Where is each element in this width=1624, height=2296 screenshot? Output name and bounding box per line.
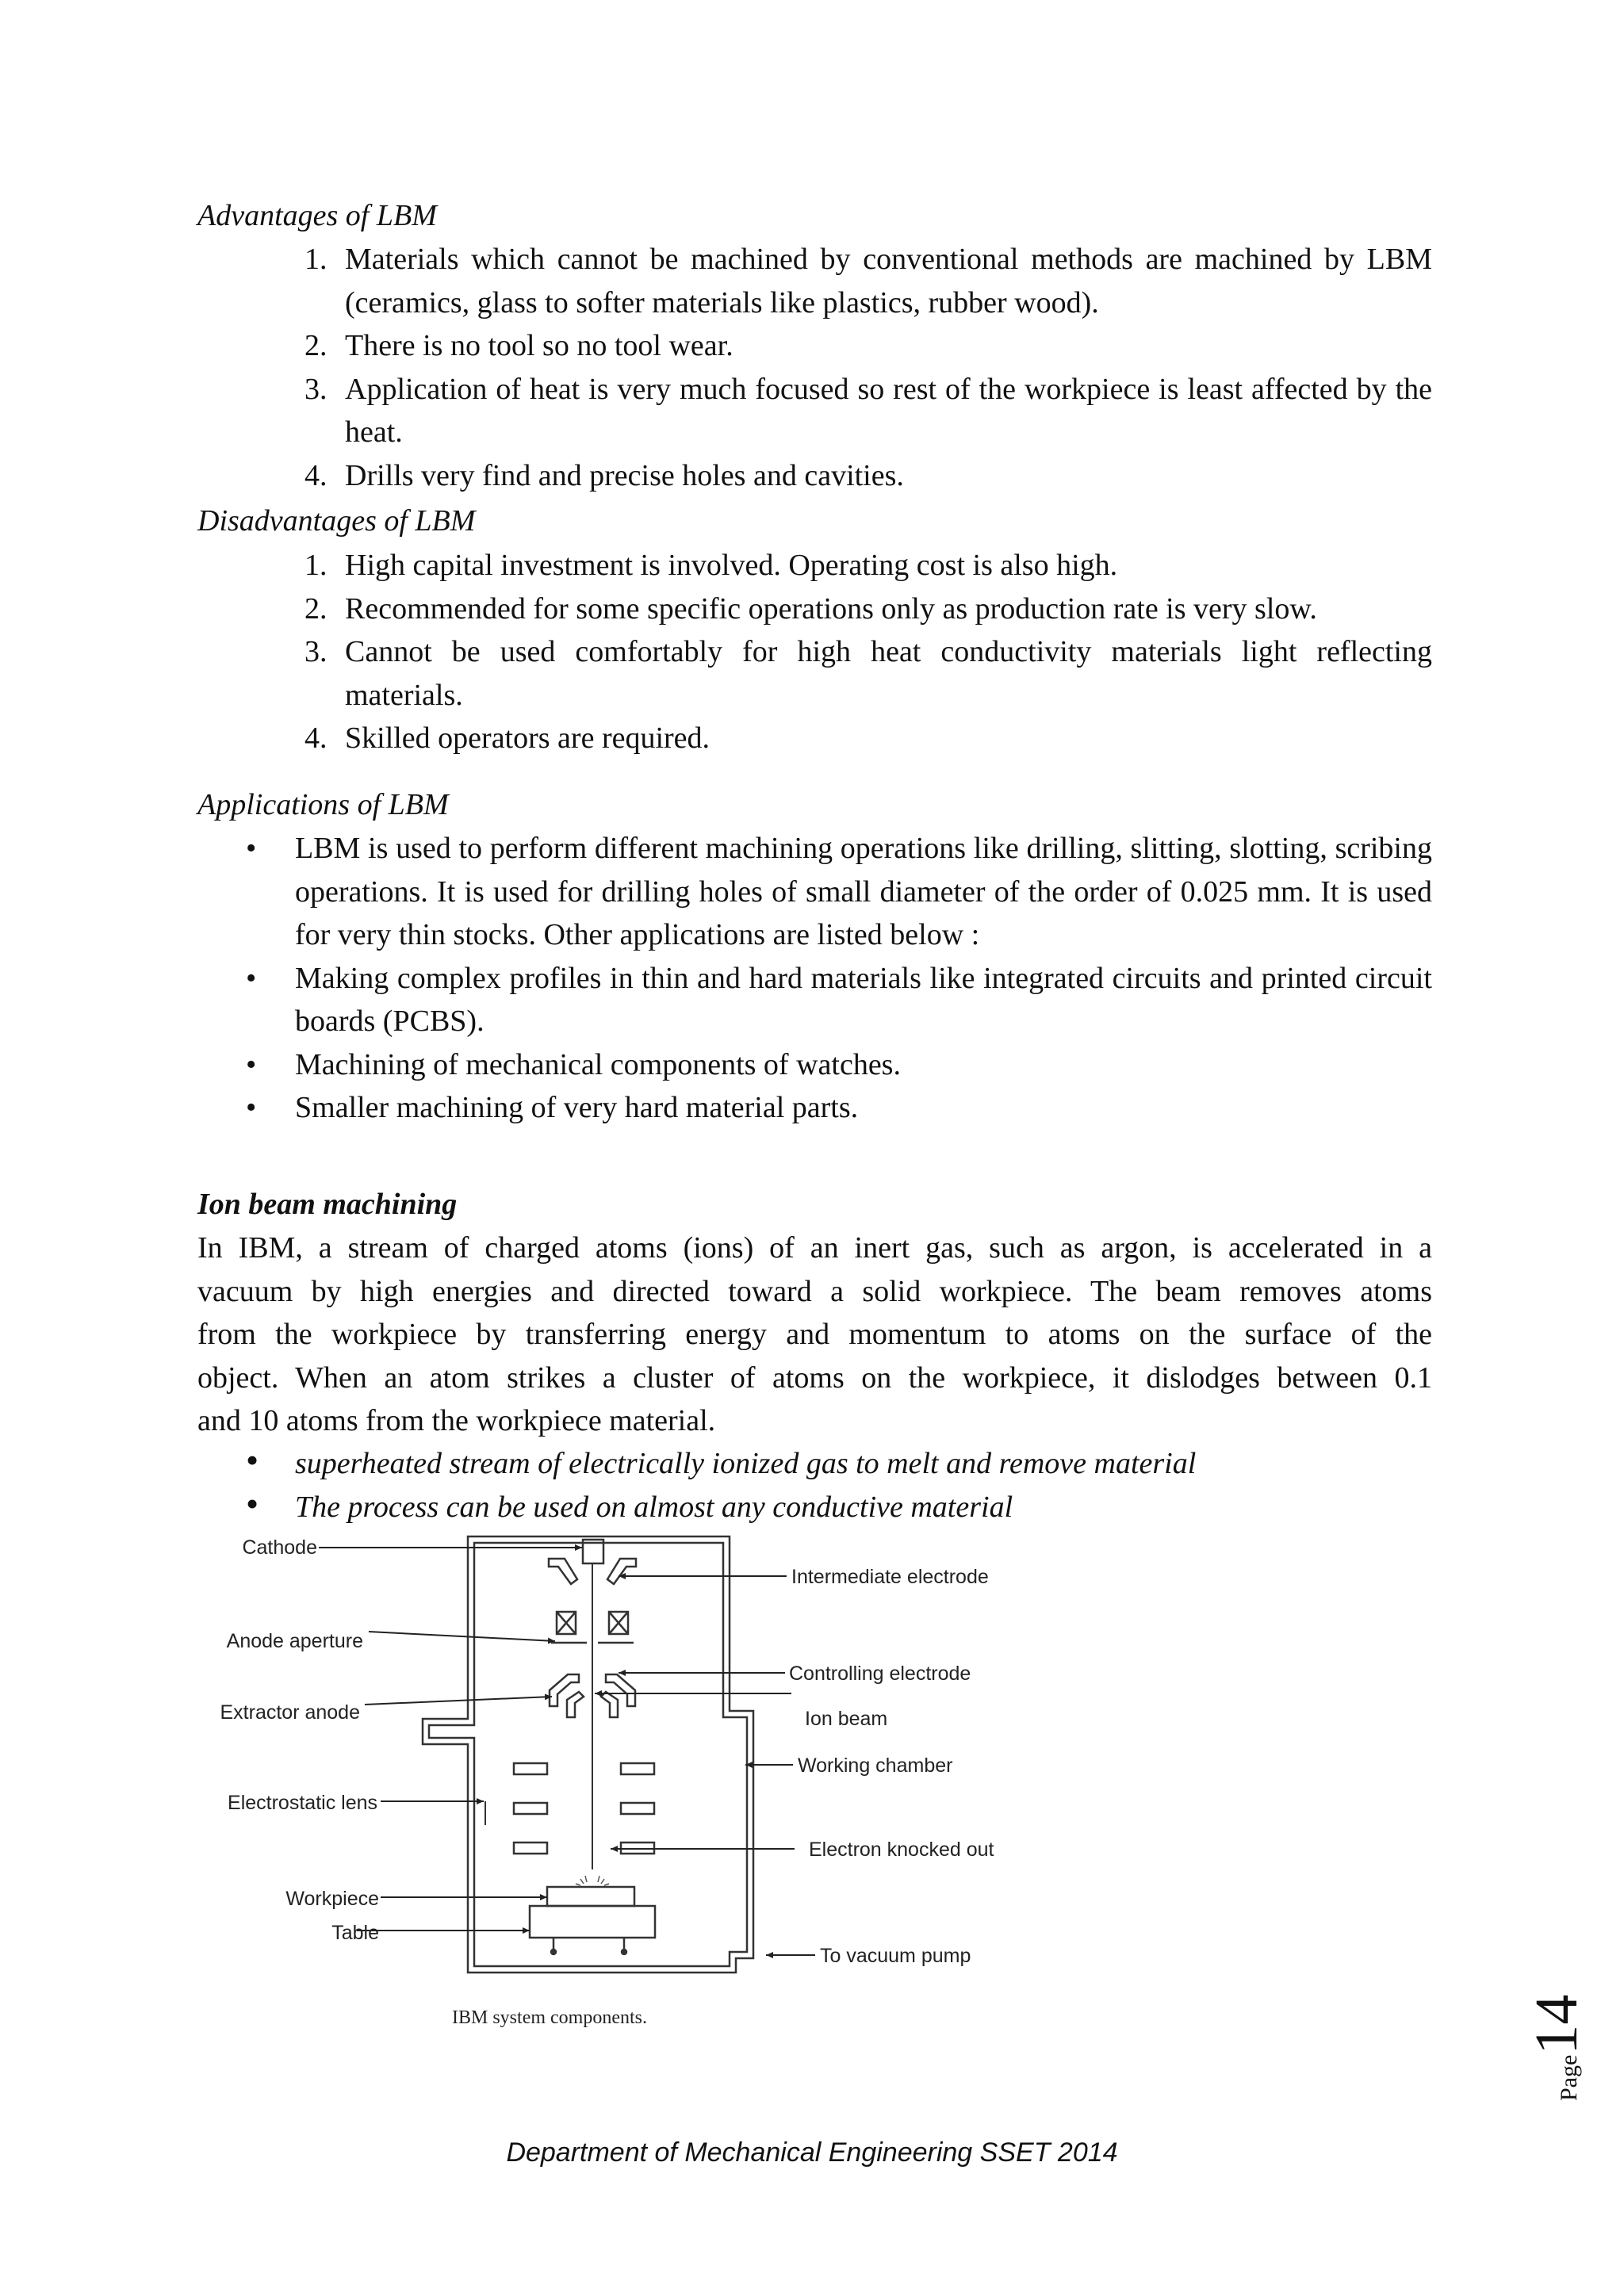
disadvantages-list xyxy=(304,544,1432,760)
advantages-list xyxy=(304,238,1432,497)
housing-inner xyxy=(429,1543,747,1966)
label-extractor-anode: Extractor anode xyxy=(220,1701,360,1724)
table xyxy=(530,1906,655,1938)
list-item: 4. Drills very find and precise holes and cavities. xyxy=(304,458,904,492)
label-electrostatic-lens: Electrostatic lens xyxy=(228,1792,377,1814)
list-item: 4. Skilled operators are required. xyxy=(304,721,710,755)
workpiece xyxy=(547,1887,634,1906)
paragraph-line: and 10 atoms from the workpiece material. xyxy=(197,1404,716,1437)
list-item: • The process can be used on almost any conductive material xyxy=(243,1486,1432,1529)
list-item: 1. High capital investment is involved. Operating cost is also high. xyxy=(304,549,1118,582)
controlling-electrode-right xyxy=(601,1692,618,1717)
paragraph-line: from the workpiece by transferring energy and momentum to atoms on the surface of the xyxy=(197,1318,1432,1351)
footer: Department of Mechanical Engineering SSET 2014 xyxy=(506,2137,1118,2168)
ibm-heading: Ion beam machining xyxy=(197,1188,458,1221)
label-cathode: Cathode xyxy=(242,1536,317,1559)
disadvantages-heading: Disadvantages of LBM xyxy=(197,504,476,538)
list-item: 3. Cannot be used comfortably for high heat conductivity materials light reflecting materials. xyxy=(304,635,1432,712)
list-item: • Smaller machining of very hard material parts. xyxy=(243,1086,1432,1130)
intermediate-electrode-left xyxy=(549,1559,577,1584)
lens-plate xyxy=(514,1803,547,1814)
label-intermediate-electrode: Intermediate electrode xyxy=(791,1566,989,1588)
list-item: 2. Recommended for some specific operations only as production rate is very slow. xyxy=(304,591,1317,626)
extractor-anode-left xyxy=(550,1674,579,1706)
label-electron-knocked-out: Electron knocked out xyxy=(809,1839,994,1861)
applications-heading: Applications of LBM xyxy=(197,788,449,821)
sputter-marks xyxy=(576,1876,609,1885)
page-number-value: 14 xyxy=(1523,1994,1590,2055)
label-controlling-electrode: Controlling electrode xyxy=(789,1663,971,1685)
ibm-bullets xyxy=(243,1442,1432,1529)
list-item: 2. There is no tool so no tool wear. xyxy=(304,329,733,362)
extractor-anode-right xyxy=(606,1674,635,1706)
housing-outer xyxy=(423,1536,753,1973)
lens-plate xyxy=(621,1803,654,1814)
page-number xyxy=(1522,1974,1594,2101)
lens-plate xyxy=(621,1763,654,1774)
label-workpiece: Workpiece xyxy=(285,1888,379,1910)
paragraph-line: In IBM, a stream of charged atoms (ions) of an inert gas, such as argon, is accelerated in a xyxy=(197,1231,1432,1265)
label-working-chamber: Working chamber xyxy=(798,1755,953,1777)
lens-plate xyxy=(514,1763,547,1774)
lens-plate xyxy=(514,1843,547,1854)
page-word: Page xyxy=(1556,2054,1582,2101)
ibm-paragraph xyxy=(197,1226,1432,1443)
list-item: • LBM is used to perform different machining operations like drilling, slitting, slotting, scribing operations. It is used for drilling holes of small diameter of the order of 0.025 mm. It is used for very thin stocks. Other applications are listed below : xyxy=(243,827,1432,957)
applications-list xyxy=(243,827,1432,1130)
advantages-heading: Advantages of LBM xyxy=(197,199,437,232)
label-anode-aperture: Anode aperture xyxy=(226,1630,363,1652)
list-item: • Machining of mechanical components of watches. xyxy=(243,1043,1432,1087)
figure-caption: IBM system components. xyxy=(452,2007,647,2028)
label-table: Table xyxy=(331,1922,379,1944)
ibm-system-diagram xyxy=(198,1530,1039,2038)
controlling-electrode-left xyxy=(567,1692,584,1717)
paragraph-line: vacuum by high energies and directed toward a solid workpiece. The beam removes atoms xyxy=(197,1274,1432,1308)
list-item: 3. Application of heat is very much focused so rest of the workpiece is least affected by the heat. xyxy=(304,372,1432,449)
list-item: • Making complex profiles in thin and hard materials like integrated circuits and printed circuit boards (PCBS). xyxy=(243,957,1432,1043)
list-item: 1. Materials which cannot be machined by conventional methods are machined by LBM (ceramics, glass to softer materials like plastics, rubber wood). xyxy=(304,243,1432,320)
intermediate-electrode-right xyxy=(607,1559,636,1584)
label-to-vacuum-pump: To vacuum pump xyxy=(820,1945,971,1967)
label-ion-beam: Ion beam xyxy=(805,1708,888,1730)
paragraph-line: object. When an atom strikes a cluster of atoms on the workpiece, it dislodges between 0.1 xyxy=(197,1360,1432,1395)
list-item: • superheated stream of electrically ionized gas to melt and remove material xyxy=(243,1442,1432,1486)
